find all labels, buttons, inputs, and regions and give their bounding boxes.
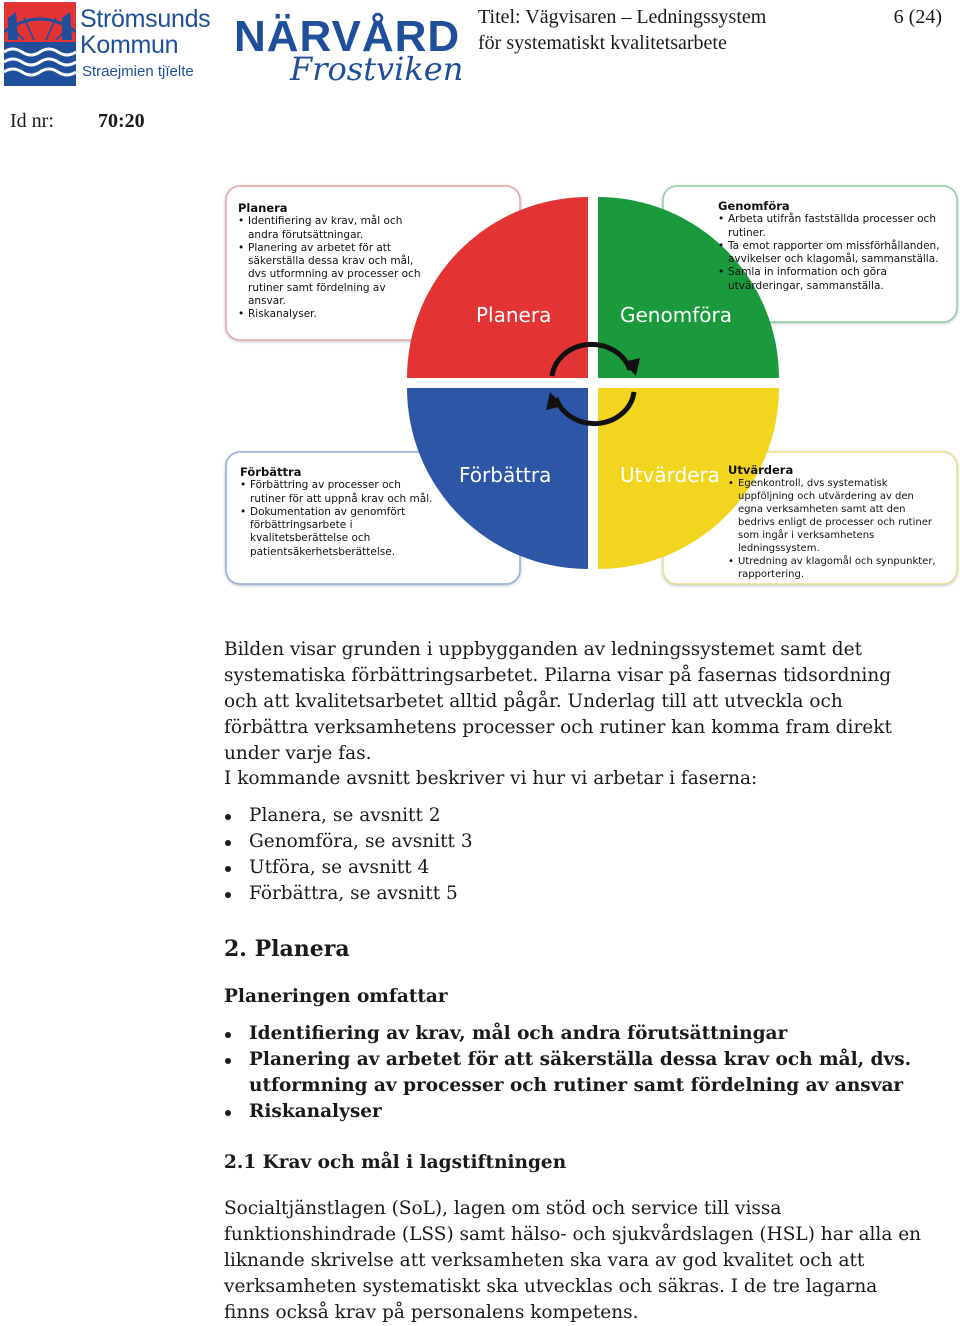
planera-box-item: • Planering av arbetet för att säkerställa dessa krav och mål, dvs utformning av processer och rutiner samt fördelning av ansvar. xyxy=(238,242,426,308)
stromsund-logo xyxy=(4,2,219,88)
subheading-krav-och-mal: 2.1 Krav och mål i lagstiftningen xyxy=(224,1152,567,1173)
forbattra-box xyxy=(226,452,446,584)
logo-text-line2: Kommun xyxy=(80,31,179,59)
list-item: Utföra, se avsnitt 4 xyxy=(224,855,924,881)
list-item: Genomföra, se avsnitt 3 xyxy=(224,829,924,855)
diagram-description-paragraph: Bilden visar grunden i uppbygganden av ledningssystemet samt det systematiska förbättringsarbetet. Pilarna visar på fasernas tidsordning och att kvalitetsarbetet alltid pågår. Underlag till att utveckla och förbättra verksamhetens processer och rutiner kan komma fram direkt under varje fas. xyxy=(224,639,892,764)
list-item: Förbättra, se avsnitt 5 xyxy=(224,881,924,907)
legislation-paragraph: Socialtjänstlagen (SoL), lagen om stöd och service till vissa funktionshindrade (LSS) samt hälso- och sjukvårdslagen (HSL) har alla en liknande skrivelse att verksamheten ska vara av god kvalitet och att verksamheten systematiskt ska utvecklas och säkras. I de tre lagarna finns också krav på personalens kompetens. xyxy=(224,1198,922,1323)
utvardera-box-item: • Utredning av klagomål och synpunkter, rapportering. xyxy=(728,555,938,581)
document-title-line2: för systematiskt kvalitetsarbete xyxy=(478,32,727,54)
section-heading-planera: 2. Planera xyxy=(224,936,350,962)
planera-box-item: • Riskanalyser. xyxy=(238,308,426,321)
planera-box-item: • Identifiering av krav, mål och andra förutsättningar. xyxy=(238,215,426,242)
genomfora-box-item: • Ta emot rapporter om missförhållanden, avvikelser och klagomål, sammanställa. xyxy=(718,240,946,267)
utvardera-box-item: • Egenkontroll, dvs systematisk uppföljning och utvärdering av den egna verksamheten samt att den bedrivs enligt de processer och rutiner som ingår i verksamhetens ledningssystem. xyxy=(728,477,938,555)
list-item: Planera, se avsnitt 2 xyxy=(224,803,924,829)
narvard-logo-text: NÄRVÅRD xyxy=(234,12,461,61)
id-value: 70:20 xyxy=(98,110,145,132)
utvardera-box-title: Utvärdera xyxy=(728,463,794,477)
phase-section-list xyxy=(224,803,924,907)
planera-box xyxy=(226,186,436,340)
forbattra-quadrant-label: Förbättra xyxy=(459,463,552,487)
genomfora-quadrant-label: Genomföra xyxy=(620,303,732,327)
forbattra-box-item: • Förbättring av processer och rutiner för att uppnå krav och mål. xyxy=(240,479,436,506)
genomfora-box-item: • Arbeta utifrån fastställda processer och rutiner. xyxy=(718,213,946,240)
genomfora-box-item: • Samla in information och göra utvärderingar, sammanställa. xyxy=(718,266,946,293)
id-label: Id nr: xyxy=(10,110,54,132)
utvardera-box xyxy=(716,452,948,584)
frostviken-logo-text: Frostviken xyxy=(290,50,464,88)
phases-intro-text: I kommande avsnitt beskriver vi hur vi arbetar i faserna: xyxy=(224,768,758,789)
narvard-frostviken-logo xyxy=(232,8,464,88)
forbattra-box-title: Förbättra xyxy=(240,465,302,479)
logo-text-line3: Straejmien tjïelte xyxy=(82,63,194,80)
list-item: Planering av arbetet för att säkerställa dessa krav och mål, dvs. utformning av processer och rutiner samt fördelning av ansvar xyxy=(224,1047,924,1099)
planera-box-title: Planera xyxy=(238,201,288,215)
planera-quadrant-label: Planera xyxy=(476,303,552,327)
stromsund-emblem-icon xyxy=(4,2,76,86)
genomfora-box xyxy=(708,186,956,322)
forbattra-box-item: • Dokumentation av genomfört förbättringsarbete i kvalitetsberättelse och patientsäkerhetsberättelse. xyxy=(240,506,436,559)
page-number: 6 (24) xyxy=(893,6,942,28)
document-title xyxy=(478,4,858,56)
logo-text-line1: Strömsunds xyxy=(80,5,211,33)
quality-cycle-diagram xyxy=(222,180,960,592)
utvardera-quadrant-label: Utvärdera xyxy=(620,463,720,487)
planning-scope-list xyxy=(224,1021,924,1125)
list-item: Identifiering av krav, mål och andra förutsättningar xyxy=(224,1021,924,1047)
genomfora-box-title: Genomföra xyxy=(718,199,790,213)
subheading-planeringen-omfattar: Planeringen omfattar xyxy=(224,986,448,1007)
list-item: Riskanalyser xyxy=(224,1099,924,1125)
document-title-line1: Titel: Vägvisaren – Ledningssystem xyxy=(478,6,767,28)
